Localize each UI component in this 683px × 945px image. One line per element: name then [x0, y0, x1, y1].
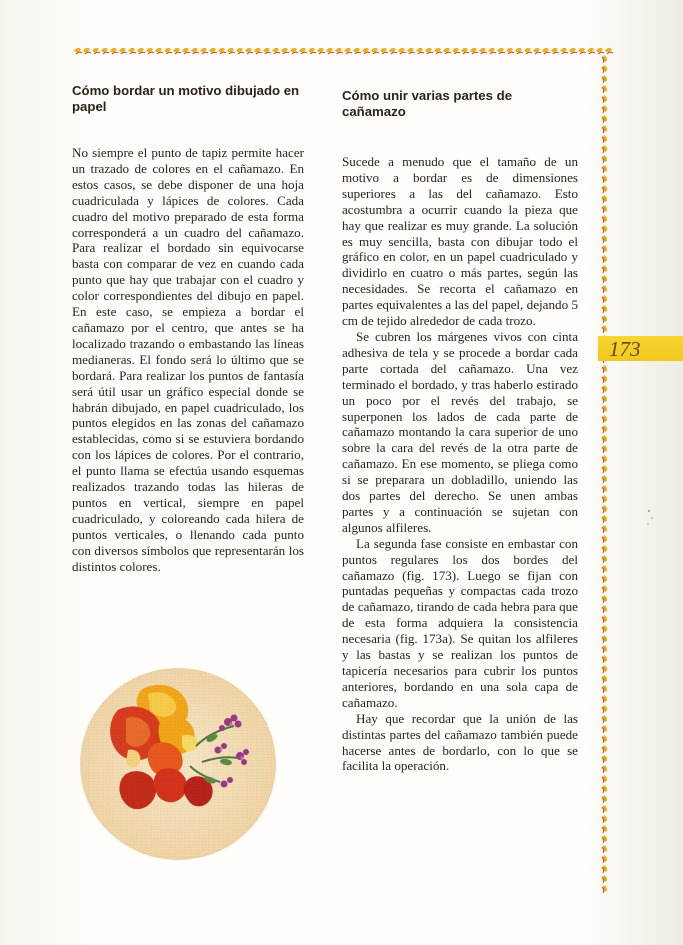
embroidery-illustration [78, 666, 278, 862]
right-column [342, 88, 578, 774]
right-paragraph-2: Se cubren los márgenes vivos con cinta adhesiva de tela y se procede a bordar cada parte cortada del cañamazo. Una vez terminado el bordado, y tras haberlo estirado un poco por el revés del trabajo, se superponen los lados de cada parte de cañamazo montando la cara superior de uno sobre la cara del revés de la otra parte de cañamazo. En ese momento, se pliega como si se preparara un dobladillo, uniendo las dos partes del derecho. Se unen ambas partes y a continuación se sujetan con algunos alfileres. [342, 328, 578, 535]
left-paragraph: No siempre el punto de tapiz permite hacer un trazado de colores en el cañamazo. En estos casos, se debe disponer de una hoja cuadriculada y lápices de colores. Cada cuadro del motivo preparado de esta forma corresponderá a un cuadro del cañamazo. Para realizar el bordado sin equivocarse basta con comparar de vez en cuando cada punto que hay que trabajar con el cuadro y color correspondientes del dibujo en papel. En este caso, se empieza a bordar el cañamazo por el centro, que antes se ha localizado trazando o embastando las líneas medianeras. El fondo será lo último que se bordará. Para realizar los puntos de fantasía será útil usar un gráfico especial donde se habrán dibujado, en papel cuadriculado, los puntos elegidos en las zonas del cañamazo establecidas, como si se estuviera bordando con los lápices de colores. Por el contrario, el punto llama se efectúa usando esquemas realizados trazando todas las hileras de puntos en vertical, siempre en papel cuadriculado, y coloreando cada hilera de puntos verticales, o llenando cada punto con diversos símbolos que representarán los distintos colores. [72, 145, 304, 574]
left-column [72, 83, 304, 574]
right-column-heading: Cómo unir varias partes de cañamazo [342, 88, 513, 119]
right-paragraph-4: Hay que recordar que la unión de las distintas partes del cañamazo también puede hacerse antes de bordarlo, con lo que se facilita la operación. [342, 710, 578, 774]
left-column-heading: Cómo bordar un motivo dibujado en papel [72, 83, 300, 114]
decorative-right-border [594, 55, 618, 900]
right-paragraph-1: Sucede a menudo que el tamaño de un motivo a bordar es de dimensiones superiores a las del cañamazo. Esto acostumbra a ocurrir cuando la pieza que hay que realizar es muy grande. La solución es muy sencilla, basta con dibujar todo el gráfico en color, en un papel cuadriculado y dividirlo en cuatro o más partes, según las necesidades. Se recorta el cañamazo en partes equivalentes a las del papel, dejando 5 cm de tejido alrededor de cada trozo. [342, 154, 578, 329]
right-paragraph-3: La segunda fase consiste en embastar con puntos regulares los dos bordes del cañamazo (fig. 173). Luego se fijan con puntadas pequeñas y compactas cada trozo de cañamazo, tirando de cada hebra para que de esta forma adquiera la consistencia necesaria (fig. 173a). Se quitan los alfileres y las bastas y se realizan los puntos de tapicería necesarios para cubrir los puntos anteriores, bordando en una sola capa de cañamazo. [342, 535, 578, 710]
page-number: 173 [609, 337, 641, 361]
decorative-top-border [74, 42, 614, 66]
paper-speck [644, 505, 656, 529]
